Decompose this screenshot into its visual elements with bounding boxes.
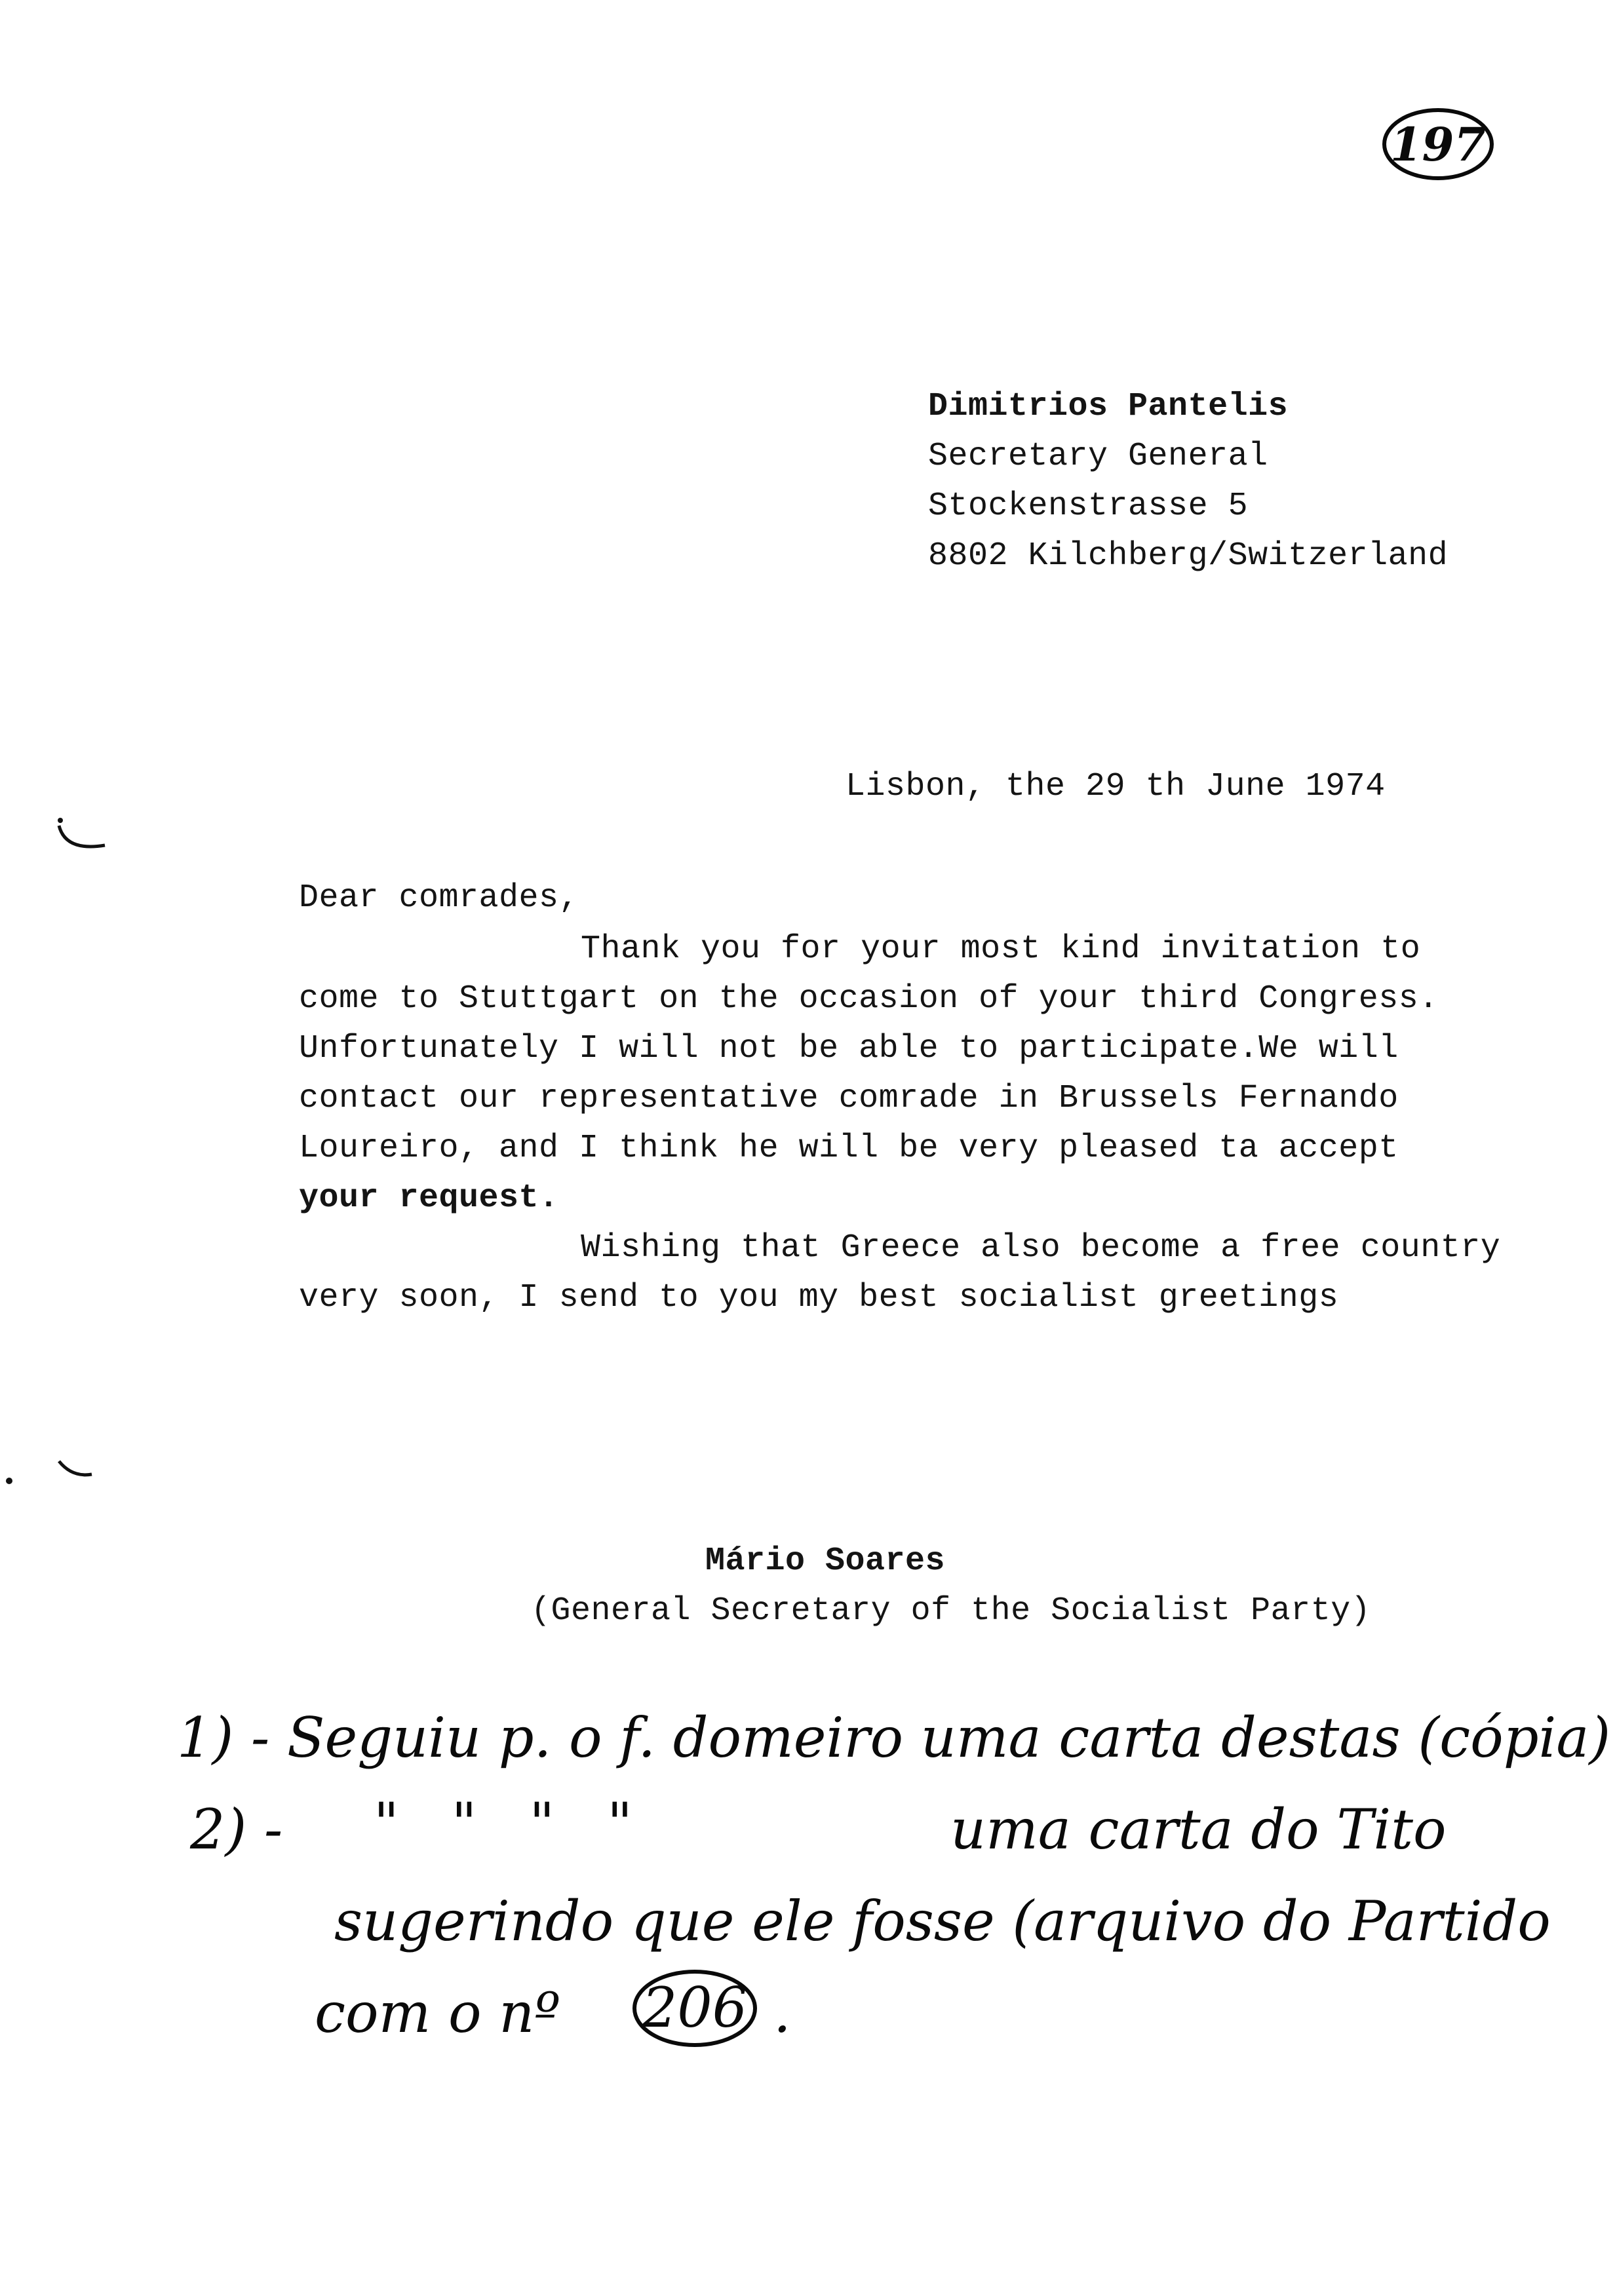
recipient-street: Stockenstrasse 5	[928, 488, 1249, 525]
handwritten-note-prefix: com o nº	[315, 1981, 560, 2045]
margin-tick-mark	[52, 813, 111, 858]
handwritten-note-prefix: 2) -	[190, 1797, 283, 1862]
body-line: Loureiro, and I think he will be very pleased ta accept	[299, 1130, 1399, 1167]
handwritten-note-line: 1) - Seguiu p. o f. domeiro uma carta destas (cópia)	[177, 1706, 1611, 1770]
signature-role: (General Secretary of the Socialist Party)	[531, 1592, 1371, 1630]
circled-archive-number	[629, 1966, 760, 2051]
handwritten-ditto-marks: " " " "	[374, 1791, 632, 1855]
body-line: contact our representative comrade in Brussels Fernando	[299, 1080, 1399, 1117]
date-line: Lisbon, the 29 th June 1974	[846, 768, 1386, 805]
margin-tick-mark	[0, 1455, 98, 1494]
signature-name: Mário Soares	[705, 1542, 946, 1580]
recipient-city: 8802 Kilchberg/Switzerland	[928, 537, 1449, 575]
handwritten-note-line: uma carta do Tito	[950, 1797, 1447, 1862]
body-line: Thank you for your most kind invitation to	[581, 930, 1421, 968]
body-line: very soon, I send to you my best socialist greetings	[299, 1279, 1339, 1316]
body-line: Unfortunately I will not be able to participate.We will	[299, 1030, 1399, 1067]
salutation: Dear comrades,	[299, 879, 579, 917]
body-line: come to Stuttgart on the occasion of your third Congress.	[299, 980, 1439, 1018]
archive-number: 206	[642, 1976, 748, 2040]
body-line: Wishing that Greece also become a free country	[581, 1229, 1501, 1267]
page-number-stamp	[1379, 105, 1497, 183]
recipient-title: Secretary General	[928, 438, 1268, 475]
recipient-name: Dimitrios Pantelis	[928, 388, 1289, 425]
handwritten-note-suffix: .	[773, 1981, 791, 2045]
handwritten-note-line: sugerindo que ele fosse (arquivo do Partido	[334, 1889, 1551, 1953]
page-number: 197	[1390, 117, 1487, 172]
body-line: your request.	[299, 1179, 559, 1217]
